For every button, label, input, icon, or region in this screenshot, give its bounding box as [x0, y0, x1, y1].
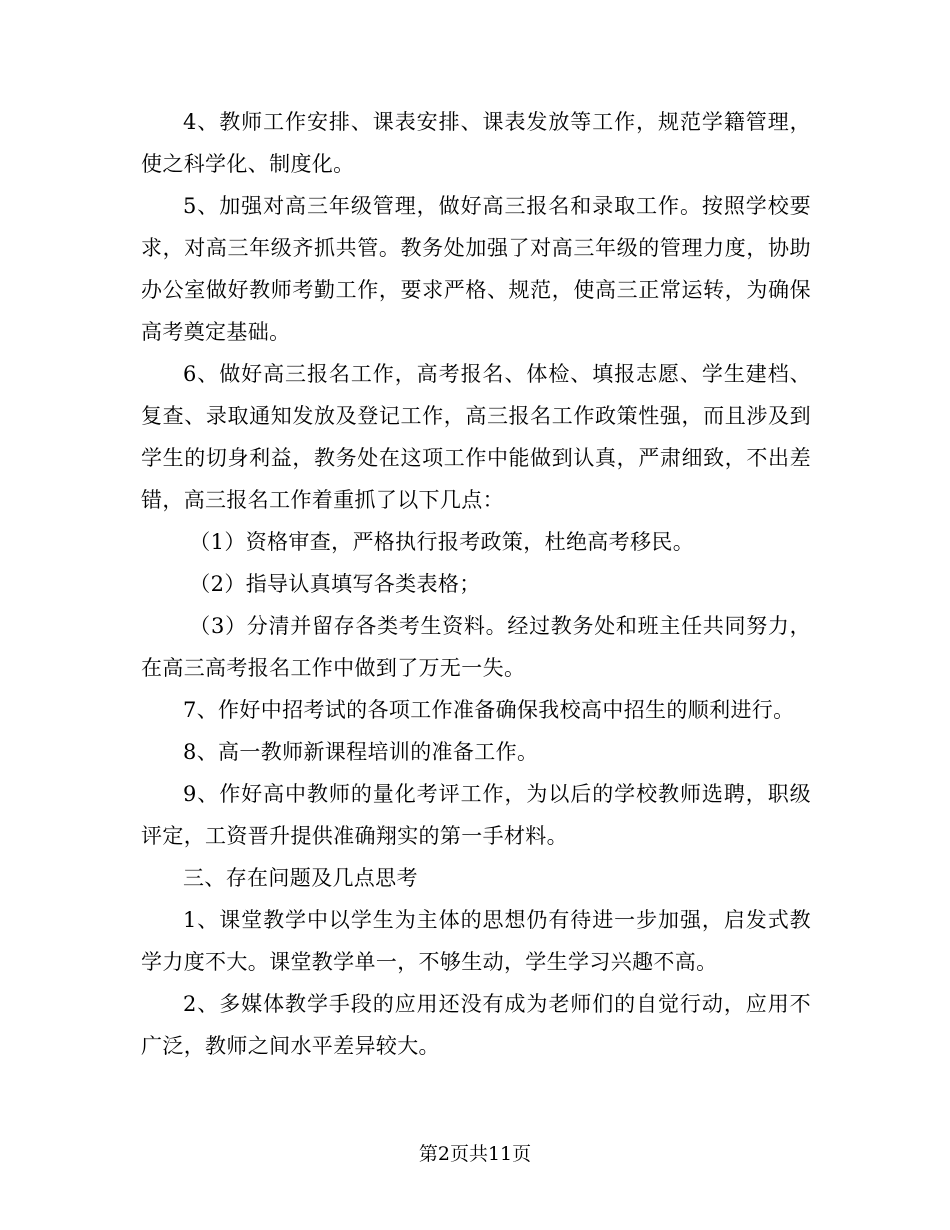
paragraph-item-5: 5、加强对高三年级管理，做好高三报名和录取工作。按照学校要求，对高三年级齐抓共管。教务处加强了对高三年级的管理力度，协助办公室做好教师考勤工作，要求严格、规范，使高三正常运转，为确保高考奠定基础。	[141, 194, 811, 344]
paragraph-item-7: 7、作好中招考试的各项工作准备确保我校高中招生的顺利进行。	[183, 698, 795, 722]
problem-item-1: 1、课堂教学中以学生为主体的思想仍有待进一步加强，启发式教学力度不大。课堂教学单一，不够生动，学生学习兴趣不高。	[141, 908, 811, 974]
paragraph-item-9: 9、作好高中教师的量化考评工作，为以后的学校教师选聘，职级评定，工资晋升提供准确翔实的第一手材料。	[141, 782, 811, 848]
paragraph-item-4: 4、教师工作安排、课表安排、课表发放等工作，规范学籍管理，使之科学化、制度化。	[141, 110, 811, 176]
page-number: 第2页共11页	[418, 1143, 532, 1165]
problem-item-2: 2、多媒体教学手段的应用还没有成为老师们的自觉行动，应用不广泛，教师之间水平差异较大。	[141, 992, 811, 1058]
sub-item-3: （3）分清并留存各类考生资料。经过教务处和班主任共同努力，在高三高考报名工作中做到了万无一失。	[141, 614, 811, 680]
paragraph-item-6: 6、做好高三报名工作，高考报名、体检、填报志愿、学生建档、复查、录取通知发放及登记工作，高三报名工作政策性强，而且涉及到学生的切身利益，教务处在这项工作中能做到认真，严肃细致，不出差错，高三报名工作着重抓了以下几点：	[141, 362, 811, 512]
section-heading: 三、存在问题及几点思考	[183, 866, 418, 890]
sub-item-1: （1）资格审查，严格执行报考政策，杜绝高考移民。	[189, 530, 695, 554]
paragraph-item-8: 8、高一教师新课程培训的准备工作。	[183, 740, 539, 764]
sub-item-2: （2）指导认真填写各类表格；	[189, 572, 481, 596]
document-body	[141, 101, 811, 1067]
